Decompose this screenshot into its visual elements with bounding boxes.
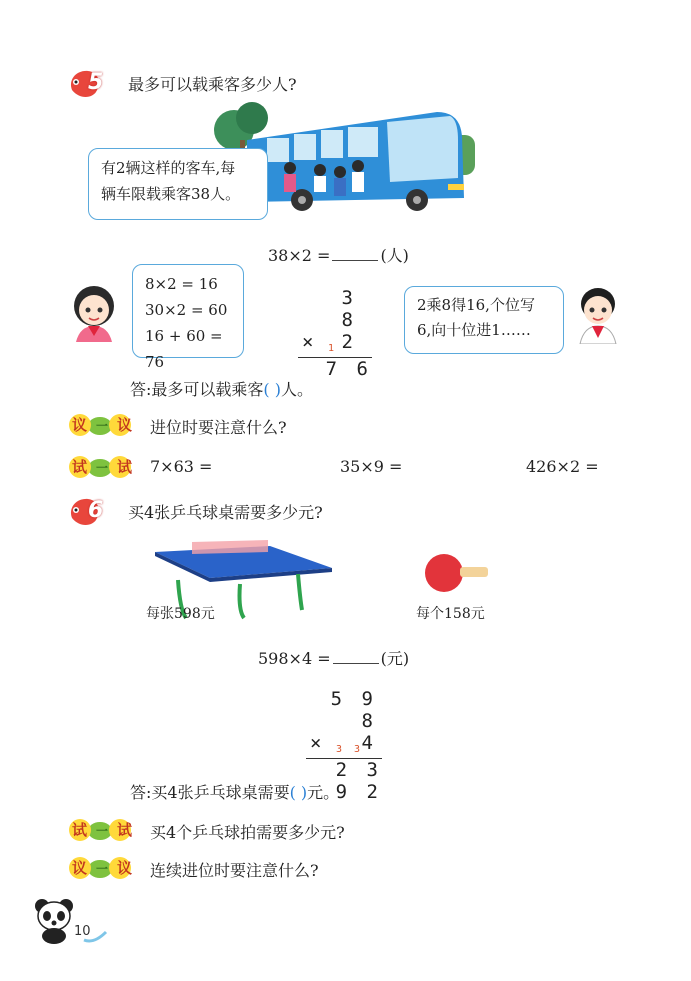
try-item: 35×9 = xyxy=(340,457,403,476)
multiplicand: 5 9 8 xyxy=(330,688,377,732)
try-label xyxy=(72,819,132,840)
label-char: 一 xyxy=(95,862,108,876)
equation xyxy=(268,243,409,266)
label-char: 试 xyxy=(116,821,132,839)
question-text: 买4张乒乓球桌需要多少元? xyxy=(128,503,323,522)
answer-suffix: 元。 xyxy=(307,783,340,802)
page-number: 10 xyxy=(74,924,91,939)
discuss-label xyxy=(72,414,132,435)
carry-digit: 1 xyxy=(328,343,339,354)
paddle-price-caption: 每个158元 xyxy=(416,606,485,622)
answer-blank[interactable] xyxy=(332,246,378,261)
try-label xyxy=(72,456,132,477)
equation-unit: (人) xyxy=(380,246,409,265)
label-char: 议 xyxy=(72,859,88,877)
label-char: 一 xyxy=(95,419,108,433)
answer-prefix: 答:最多可以载乘客 xyxy=(130,380,264,399)
paddle-illustration xyxy=(424,552,490,594)
equation-unit: (元) xyxy=(380,649,410,668)
times-sign: × xyxy=(310,732,326,754)
problem-bubble xyxy=(88,148,268,220)
bubble-line: 辆车限载乘客38人。 xyxy=(101,185,241,203)
wave-decoration-icon xyxy=(82,930,108,944)
boy-avatar xyxy=(574,282,622,344)
label-char: 一 xyxy=(95,824,108,838)
panda-icon xyxy=(30,896,78,944)
bubble-line: 有2辆这样的客车,每 xyxy=(101,159,236,177)
try-text: 买4个乒乓球拍需要多少元? xyxy=(150,823,345,842)
label-char: 试 xyxy=(72,821,88,839)
label-char: 试 xyxy=(72,458,88,476)
try-item: 7×63 = xyxy=(150,457,213,476)
girl-line: 16 + 60 = 76 xyxy=(145,327,223,371)
discuss-text: 进位时要注意什么? xyxy=(150,418,287,437)
example-number: 5 xyxy=(88,70,104,95)
label-char: 试 xyxy=(116,458,132,476)
answer-paren[interactable]: ( ) xyxy=(263,380,281,399)
boy-line: 2乘8得16,个位写 xyxy=(417,296,535,314)
answer-line xyxy=(130,780,339,803)
label-char: 议 xyxy=(116,859,132,877)
multiplier: 4 xyxy=(361,732,377,754)
product-digits: 2 3 9 2 xyxy=(335,759,382,803)
equation-left: 598×4 = xyxy=(258,649,331,668)
girl-line: 30×2 = 60 xyxy=(145,301,228,319)
answer-prefix: 答:买4张乒乓球桌需要 xyxy=(130,783,290,802)
product-digits: 7 6 xyxy=(325,358,372,380)
discuss-label xyxy=(72,857,132,878)
label-char: 一 xyxy=(95,461,108,475)
boy-bubble xyxy=(404,286,564,354)
example-number: 6 xyxy=(88,498,104,523)
equation xyxy=(258,646,409,669)
multiplier: 2 xyxy=(341,331,357,353)
try-item: 426×2 = xyxy=(526,457,599,476)
times-sign: × xyxy=(302,331,318,353)
answer-blank[interactable] xyxy=(333,649,379,664)
carry-digit: 3 xyxy=(336,744,347,755)
answer-line xyxy=(130,377,313,400)
equation-left: 38×2 = xyxy=(268,246,331,265)
table-price-caption: 每张598元 xyxy=(146,606,215,622)
vertical-multiplication xyxy=(302,287,372,380)
girl-avatar xyxy=(68,282,120,342)
answer-paren[interactable]: ( ) xyxy=(289,783,308,802)
answer-suffix: 人。 xyxy=(280,380,313,399)
multiplicand: 3 8 xyxy=(341,287,357,331)
girl-bubble xyxy=(132,264,244,371)
discuss-text: 连续进位时要注意什么? xyxy=(150,861,319,880)
boy-line: 6,向十位进1…… xyxy=(417,321,531,339)
label-char: 议 xyxy=(72,416,88,434)
carry-digit: 3 xyxy=(354,744,365,755)
label-char: 议 xyxy=(116,416,132,434)
girl-line: 8×2 = 16 xyxy=(145,275,218,293)
question-text: 最多可以载乘客多少人? xyxy=(128,75,297,94)
